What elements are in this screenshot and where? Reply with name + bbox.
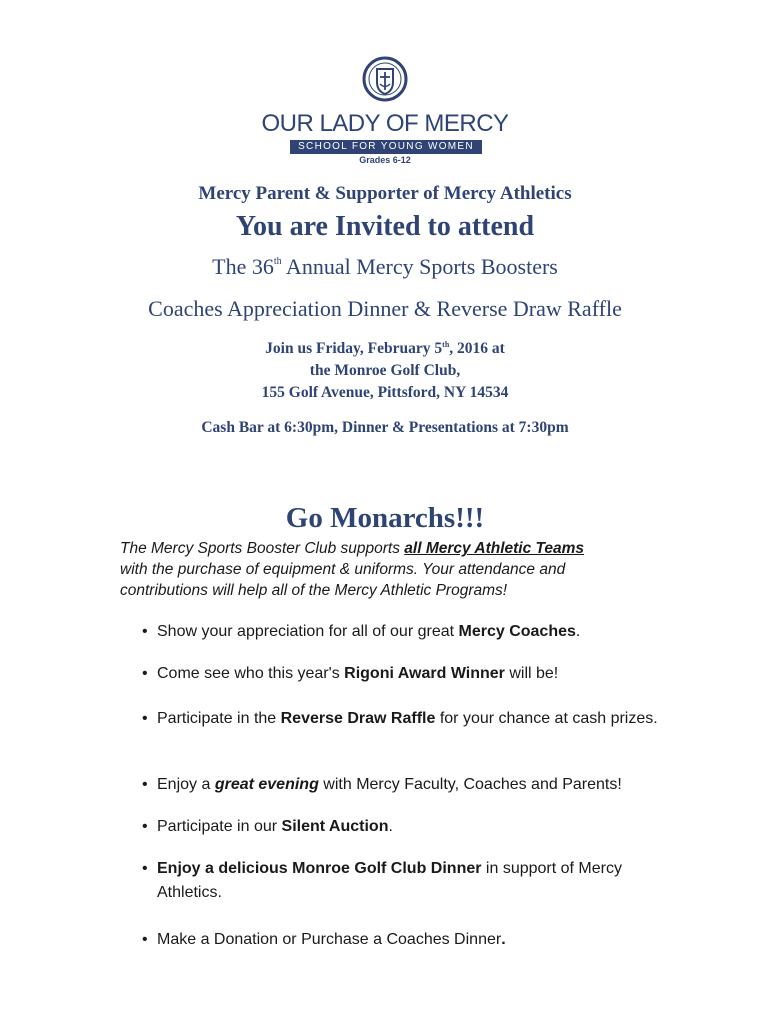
event-details [0,334,770,404]
bullet-icon: • [142,860,148,877]
bullet-icon: • [142,623,148,640]
bullet-text: . [388,818,393,835]
date-pre: Join us Friday, February 5 [265,340,443,357]
annual-boosters-line [0,254,770,280]
bullet-item [142,773,742,797]
bullet-icon: • [142,710,148,727]
bullet-item [142,620,702,644]
bullet-item [142,857,632,905]
event-times: Cash Bar at 6:30pm, Dinner & Presentations at 7:30pm [201,419,569,436]
crest-icon [362,52,408,108]
date-post: , 2016 at [449,340,505,357]
bullet-bold-text: . [501,931,506,948]
coaches-dinner-line: Coaches Appreciation Dinner & Reverse Draw Raffle [148,296,622,321]
bullet-text: . [575,623,581,640]
bullet-text: Enjoy a [157,776,215,793]
bullet-text: Make a Donation or Purchase a Coaches Dinner [157,931,502,948]
school-logo [0,52,770,170]
bullet-text: Participate in the [157,710,281,727]
venue-line: the Monroe Golf Club, [309,362,461,379]
bullet-text: for your chance at cash prizes. [435,710,658,727]
annual-ordinal: th [273,256,282,267]
bullet-bold-text: Enjoy a delicious Monroe Golf Club Dinner [157,860,482,877]
annual-pre: The 36 [212,254,274,279]
logo-grades: Grades 6-12 [359,155,411,165]
parent-supporter-heading: Mercy Parent & Supporter of Mercy Athletics [198,183,572,204]
logo-tagline: SCHOOL FOR YOUNG WOMEN [290,140,482,154]
bullet-item [142,707,672,731]
event-date-line [0,334,770,360]
bullet-bold-text: Mercy Coaches [458,623,576,640]
bullet-text: in support of Mercy Athletics. [157,860,622,901]
booster-club-intro [120,538,720,601]
bullet-icon: • [142,931,148,948]
logo-school-name: OUR LADY OF MERCY [261,110,509,137]
bullet-bold-text: Reverse Draw Raffle [280,710,436,727]
bullet-text: Participate in our [157,818,282,835]
annual-post: Annual Mercy Sports Boosters [281,254,558,279]
bullet-bold-text: Silent Auction [281,818,389,835]
bullet-item [142,662,702,686]
invited-heading: You are Invited to attend [235,211,535,242]
bullet-text: Come see who this year's [157,665,345,682]
intro-line-2: with the purchase of equipment & uniforms. Your attendance and [120,561,566,578]
bullet-text: Show your appreciation for all of our great [157,623,459,640]
go-monarchs-heading: Go Monarchs!!! [285,502,485,534]
bullet-item [142,928,702,952]
date-ordinal: th [442,340,450,349]
intro-line-3: contributions will help all of the Mercy Athletic Programs! [120,582,508,599]
bullet-icon: • [142,776,148,793]
intro-highlight: all Mercy Athletic Teams [404,540,585,557]
bullet-text: will be! [504,665,559,682]
intro-pre: The Mercy Sports Booster Club supports [120,540,405,557]
bullet-text: with Mercy Faculty, Coaches and Parents! [318,776,622,793]
bullet-icon: • [142,818,148,835]
bullet-bold-text: great evening [214,776,319,793]
bullet-icon: • [142,665,148,682]
address-line: 155 Golf Avenue, Pittsford, NY 14534 [261,384,509,401]
bullet-bold-text: Rigoni Award Winner [344,665,505,682]
bullet-item [142,815,702,839]
